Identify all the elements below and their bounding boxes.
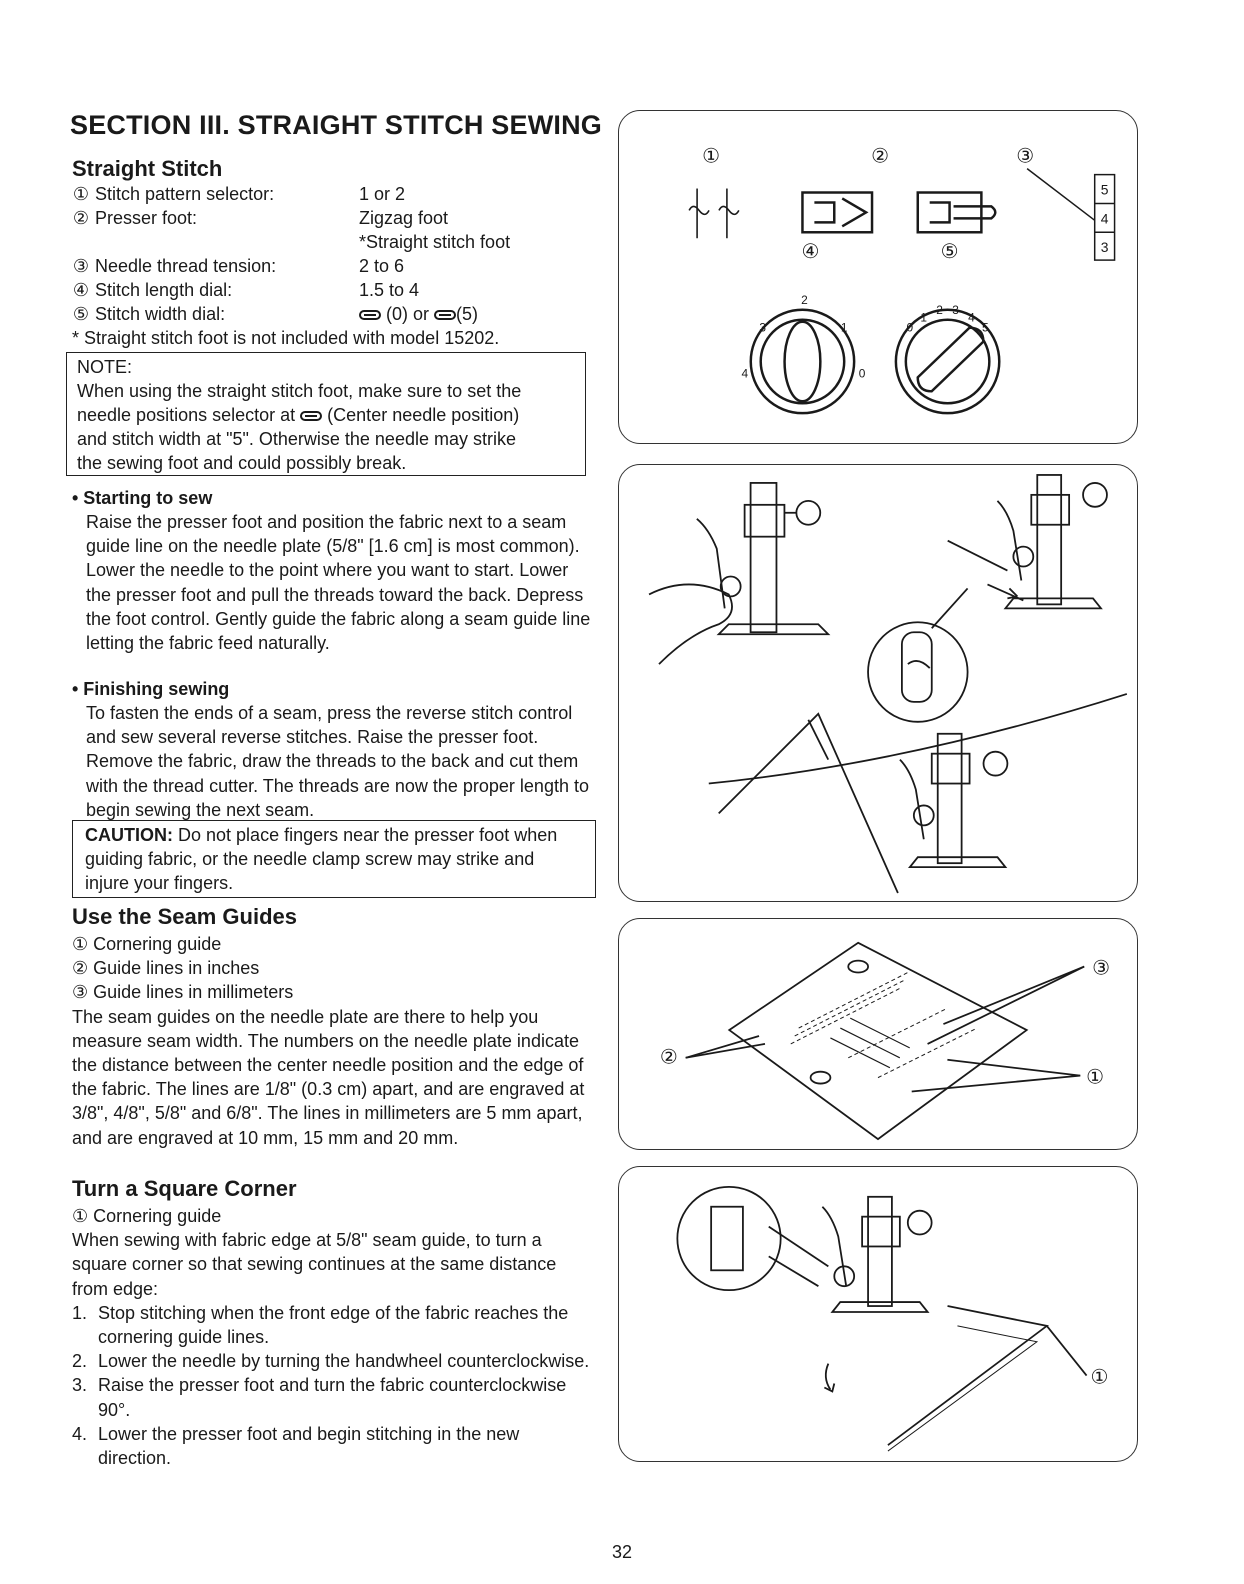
settings-figure (618, 110, 1138, 444)
step-item: 4. Lower the presser foot and begin stitching in the new direction. (72, 1423, 520, 1469)
straight-stitch-heading: Straight Stitch (72, 156, 223, 181)
note-line: When using the straight stitch foot, make sure to set the (77, 381, 522, 401)
caution-box (72, 820, 596, 898)
list-item: ② Guide lines in inches (72, 958, 260, 979)
step-item: 3. Raise the presser foot and turn the fabric counterclockwise 90°. (72, 1375, 567, 1420)
magnifier-circle (677, 1187, 780, 1290)
thread-cutter (808, 720, 828, 760)
finishing-heading: • Finishing sewing (72, 679, 230, 699)
setting-row: *Straight stitch foot (359, 232, 511, 252)
presser-foot-lower (900, 734, 1008, 867)
footnote: * Straight stitch foot is not included with model 15202. (72, 328, 500, 348)
straight-stitch-foot-icon (918, 193, 996, 233)
turn-arrow (826, 1364, 831, 1390)
sewing-illustration (619, 465, 1137, 901)
note-line: needle positions selector at (Center needle position) (77, 405, 520, 425)
svg-text:1: 1 (920, 310, 928, 325)
finishing-text: To fasten the ends of a seam, press the reverse stitch control and sew several reverse stitches. Raise the presser foot. Remove the fabric, draw the threads to the back and cut them with the thread cutter. The threads are now the proper length to begin sewing the next seam. (86, 703, 589, 820)
square-corner-heading: Turn a Square Corner (72, 1176, 297, 1201)
callout-1: ① (1086, 1066, 1104, 1089)
svg-text:5: 5 (1100, 181, 1109, 198)
seam-guides-block (72, 932, 594, 1150)
page-number: 32 (611, 1542, 633, 1562)
seam-guides-heading: Use the Seam Guides (72, 904, 297, 929)
svg-text:4: 4 (741, 366, 749, 381)
sewing-figure (618, 464, 1138, 902)
svg-text:3: 3 (1100, 239, 1109, 256)
note-box (66, 352, 586, 476)
starting-block (72, 486, 597, 655)
settings-illustration (619, 111, 1137, 443)
stitch-pattern-icon (689, 189, 739, 239)
setting-row: ① Stitch pattern selector: 1 or 2 (72, 184, 406, 204)
setting-row: ② Presser foot: Zigzag foot (72, 208, 449, 228)
stitch-length-dial (751, 310, 854, 413)
callout-1: ① (702, 145, 720, 168)
hand-shape (649, 584, 732, 664)
svg-text:0: 0 (858, 366, 866, 381)
callout-2: ② (659, 1046, 678, 1069)
svg-text:2: 2 (936, 302, 943, 317)
caution-text: Do not place fingers near the presser foot when guiding fabric, or the needle clamp screw may strike and injure your fingers. (85, 825, 558, 893)
callout-3: ③ (1092, 957, 1110, 980)
step-item: 2. Lower the needle by turning the handwheel counterclockwise. (72, 1351, 590, 1372)
starting-text: Raise the presser foot and position the fabric next to a seam guide line on the needle plate (5/8" [1.6 cm] is most common). Lower the needle to the point where you want to start. Lower the presser foot and pull the threads toward the back. Depress the foot control. Gently guide the fabric along a seam guide line letting the fabric feed naturally. (86, 512, 591, 654)
center-needle-icon (434, 310, 456, 320)
presser-foot-right (997, 475, 1106, 608)
note-label: NOTE: (77, 357, 133, 377)
svg-text:0: 0 (906, 320, 914, 335)
list-item: ① Cornering guide (72, 1206, 222, 1226)
fabric-corner (888, 1306, 1047, 1445)
seam-guides-text: The seam guides on the needle plate are there to help you measure seam width. The numbers on the needle plate indicate the distance between the center needle position and the edge of the fabric. The lines are 1/8" (0.3 cm) apart, and are engraved at 3/8", 4/8", 5/8" and 6/8". The lines in millimeters are 5 mm apart, and are engraved at 10 mm, 15 mm and 20 mm. (72, 1006, 585, 1148)
cornering-figure (618, 1166, 1138, 1462)
presser-foot (822, 1197, 931, 1312)
starting-heading: • Starting to sew (72, 488, 213, 508)
svg-text:4: 4 (1100, 210, 1109, 227)
note-line: and stitch width at "5". Otherwise the needle may strike (77, 429, 516, 449)
list-item: ① Cornering guide (72, 934, 222, 954)
center-needle-icon (359, 310, 381, 320)
setting-row: ③ Needle thread tension: 2 to 6 (72, 256, 405, 276)
svg-text:1: 1 (840, 320, 848, 335)
needle-plate (729, 943, 1026, 1139)
caution-label: CAUTION: (85, 825, 173, 845)
needle-plate-illustration (619, 919, 1137, 1149)
needle-plate-figure (618, 918, 1138, 1150)
section-title: SECTION III. STRAIGHT STITCH SEWING (70, 110, 603, 140)
setting-row: ④ Stitch length dial: 1.5 to 4 (72, 280, 420, 300)
center-needle-icon (300, 411, 322, 421)
list-item: ③ Guide lines in millimeters (72, 982, 294, 1003)
fabric-edge (709, 694, 1127, 784)
svg-text:3: 3 (759, 320, 767, 335)
callout-5: ⑤ (940, 241, 959, 264)
steps-list (72, 1301, 594, 1470)
svg-text:4: 4 (968, 310, 975, 325)
square-corner-block (72, 1204, 594, 1470)
svg-text:5: 5 (982, 320, 989, 335)
svg-text:2: 2 (801, 292, 808, 307)
finishing-block (72, 677, 597, 822)
cornering-illustration (619, 1167, 1137, 1461)
callout-1: ① (1090, 1366, 1109, 1389)
callout-3: ③ (1016, 145, 1035, 168)
presser-foot-left (697, 483, 828, 634)
callout-4: ④ (801, 241, 820, 264)
setting-row: ⑤ Stitch width dial: (0) or (5) (72, 304, 479, 324)
svg-text:3: 3 (952, 302, 959, 317)
magnifier-circle (868, 622, 968, 722)
callout-2: ② (871, 145, 889, 168)
settings-list (72, 182, 592, 350)
step-item: 1. Stop stitching when the front edge of the fabric reaches the cornering guide lines. (72, 1302, 569, 1348)
square-corner-text: When sewing with fabric edge at 5/8" seam guide, to turn a square corner so that sewing continues at the same distance from edge: (72, 1230, 557, 1299)
zigzag-foot-icon (802, 193, 872, 233)
note-line: the sewing foot and could possibly break. (77, 453, 407, 473)
